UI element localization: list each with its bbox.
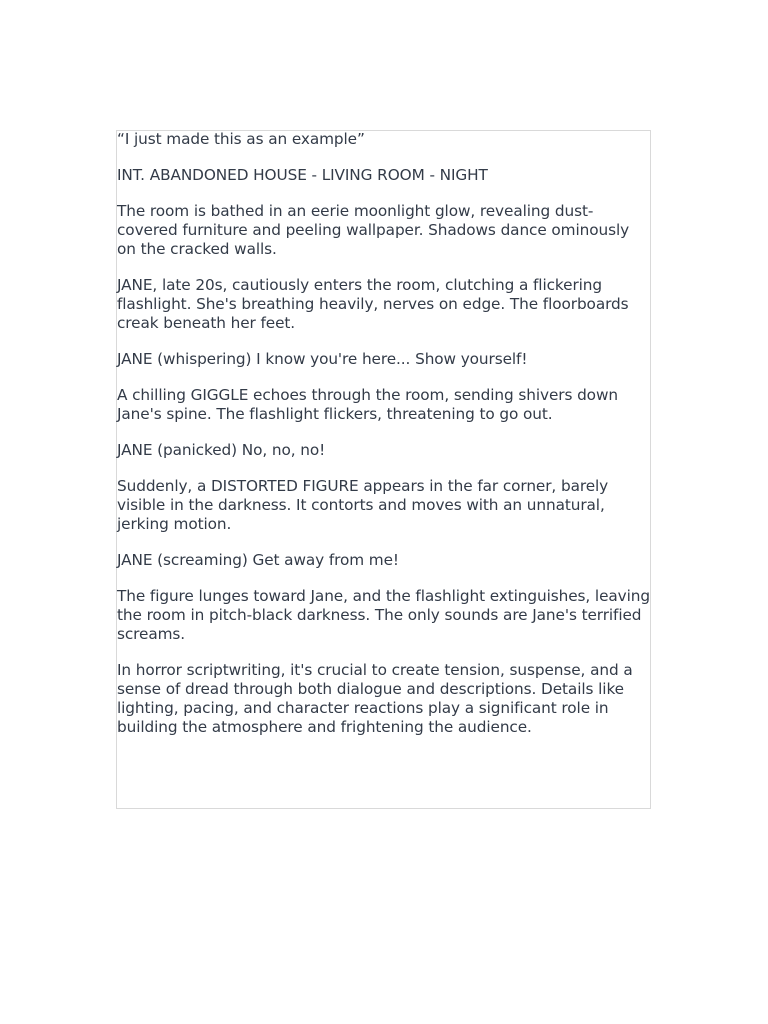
action-paragraph: The figure lunges toward Jane, and the flashlight extinguishes, leaving the room in pitch-black darkness. The only sounds are Jane's terrified screams. <box>117 587 650 643</box>
action-paragraph: The room is bathed in an eerie moonlight glow, revealing dust-covered furniture and peeling wallpaper. Shadows dance ominously on the cracked walls. <box>117 202 630 258</box>
scene-heading: INT. ABANDONED HOUSE - LIVING ROOM - NIGHT <box>117 166 488 184</box>
example-note: “I just made this as an example” <box>117 130 365 148</box>
writing-tip-paragraph: In horror scriptwriting, it's crucial to create tension, suspense, and a sense of dread through both dialogue and descriptions. Details like lighting, pacing, and character reactions play a significant role in building the atmosphere and frightening the audience. <box>117 661 633 736</box>
dialogue-line: JANE (screaming) Get away from me! <box>117 551 399 569</box>
document-body <box>117 130 651 737</box>
dialogue-line: JANE (whispering) I know you're here... Show yourself! <box>117 350 528 368</box>
action-paragraph: Suddenly, a DISTORTED FIGURE appears in the far corner, barely visible in the darkness. It contorts and moves with an unnatural, jerking motion. <box>117 477 609 533</box>
dialogue-line: JANE (panicked) No, no, no! <box>117 441 326 459</box>
action-paragraph: A chilling GIGGLE echoes through the room, sending shivers down Jane's spine. The flashlight flickers, threatening to go out. <box>117 386 618 423</box>
action-paragraph: JANE, late 20s, cautiously enters the room, clutching a flickering flashlight. She's breathing heavily, nerves on edge. The floorboards creak beneath her feet. <box>117 276 629 332</box>
